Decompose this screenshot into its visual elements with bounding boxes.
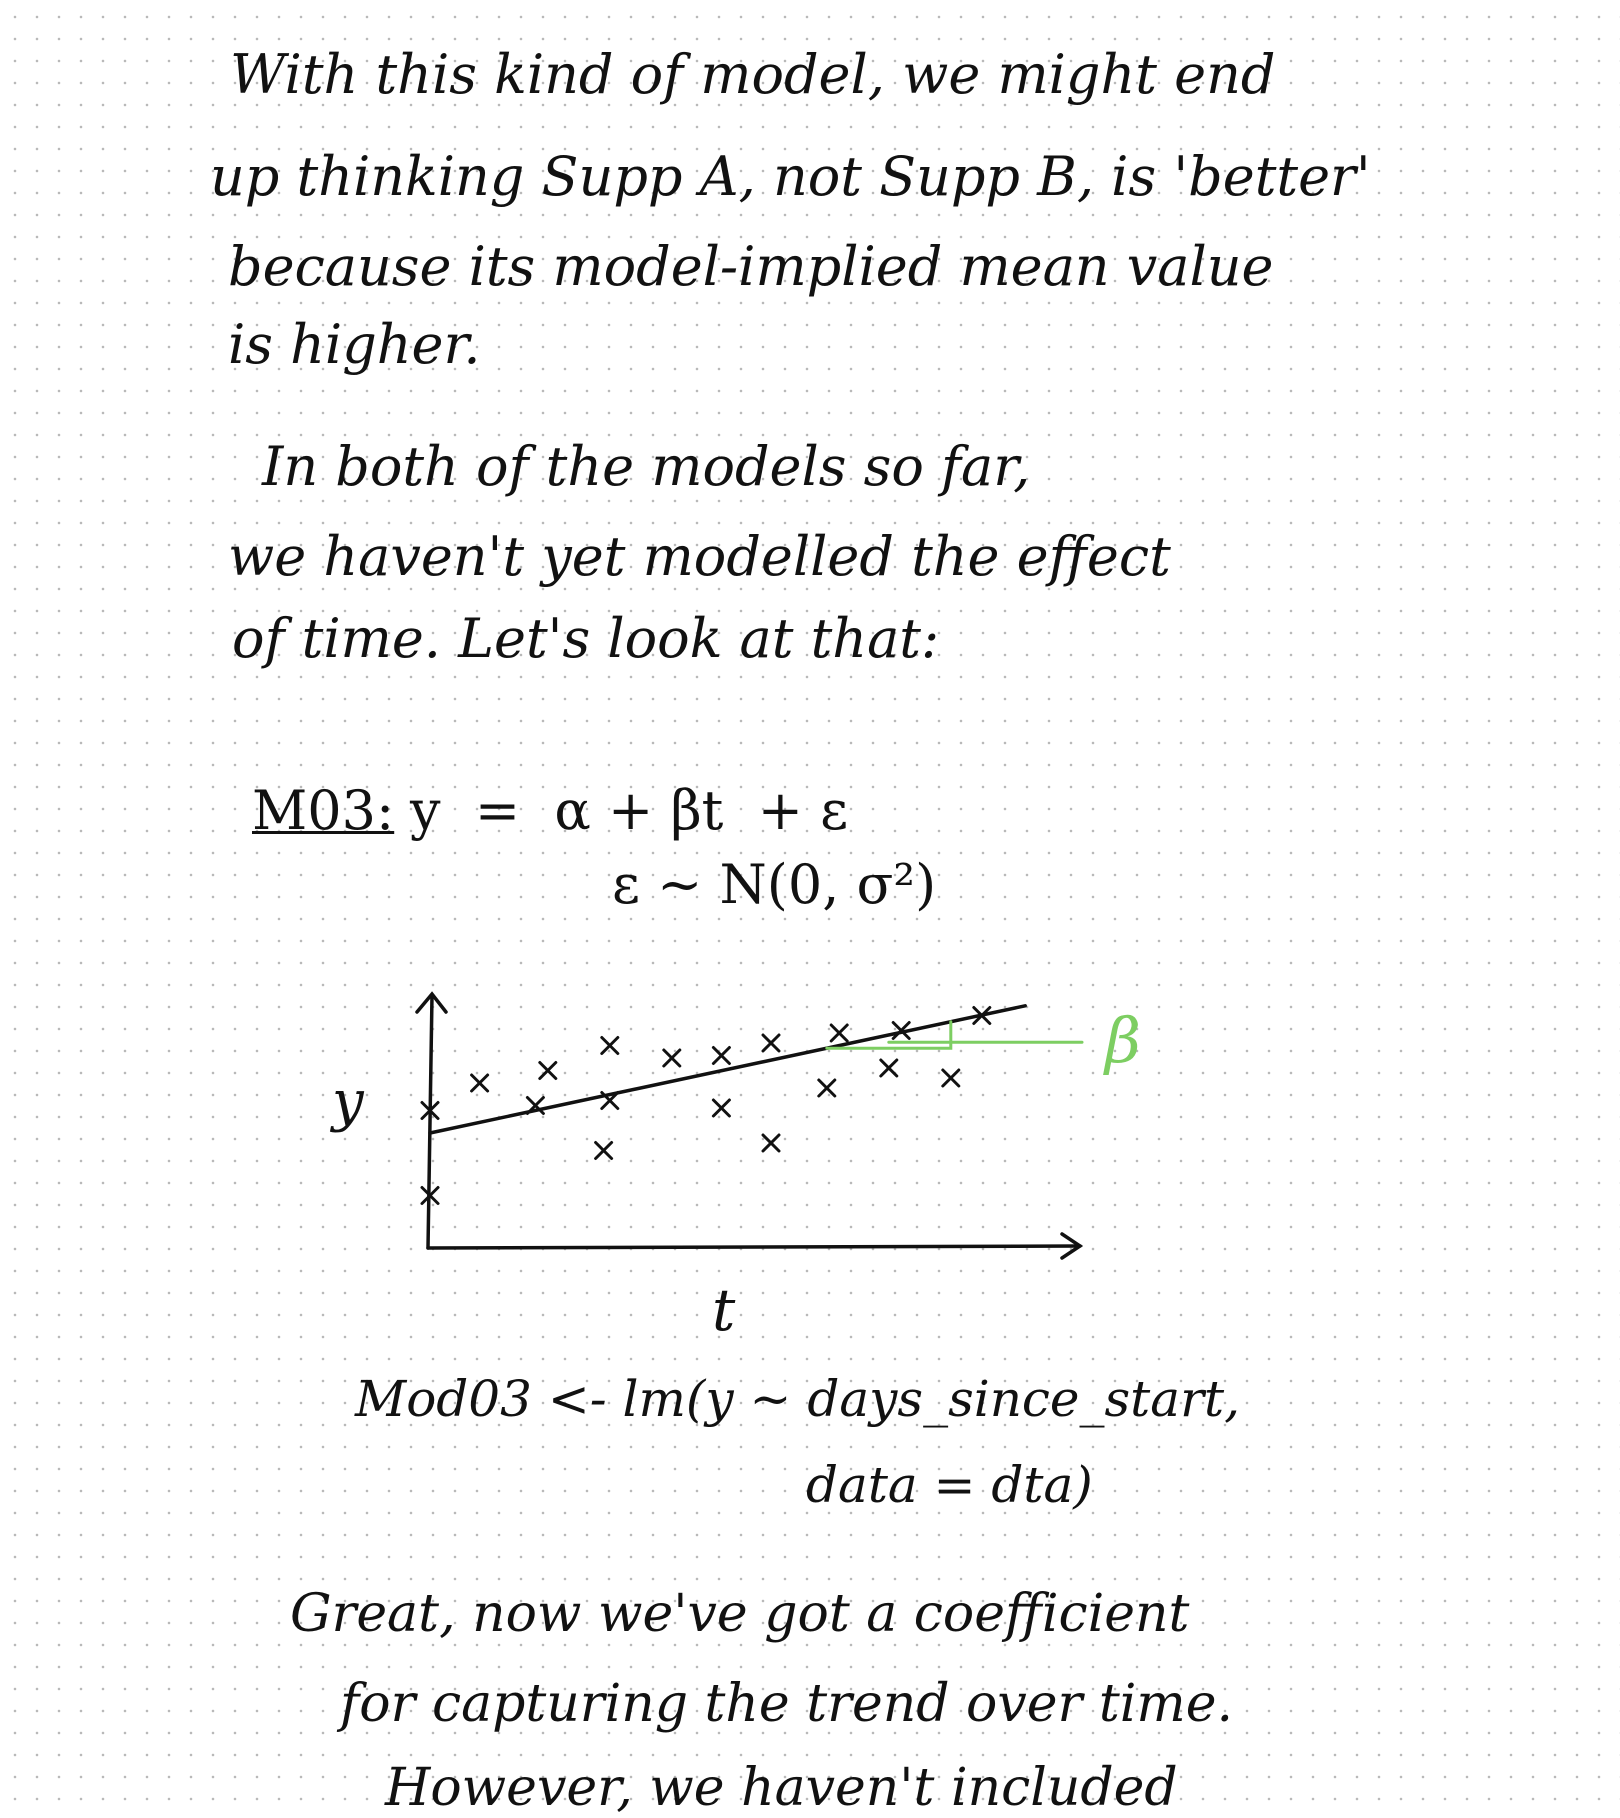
paragraph-3-line-3: However, we haven't included	[385, 1758, 1178, 1818]
data-point-9	[664, 1050, 680, 1066]
data-point-5	[540, 1063, 556, 1079]
beta-label: β	[1105, 1004, 1141, 1077]
paragraph-1-line-3: because its model-implied mean value	[228, 235, 1274, 298]
data-point-13	[763, 1035, 779, 1051]
data-point-7	[596, 1143, 612, 1159]
data-point-12	[763, 1135, 779, 1151]
x-axis	[428, 1246, 1080, 1248]
data-point-14	[819, 1080, 835, 1096]
code-line-2: data = dta)	[806, 1456, 1093, 1514]
data-point-16	[881, 1060, 897, 1076]
model-equation: y = α + βt + ε	[410, 779, 849, 842]
data-point-11	[713, 1100, 729, 1116]
model-label: M03:	[252, 779, 395, 842]
y-axis	[428, 996, 432, 1248]
paragraph-1-line-2: up thinking Supp A, not Supp B, is 'better'	[210, 145, 1371, 208]
data-point-8	[602, 1038, 618, 1054]
data-point-3	[472, 1075, 488, 1091]
paragraph-2-line-2: we haven't yet modelled the effect	[228, 525, 1171, 588]
x-axis-label: t	[712, 1276, 736, 1344]
paragraph-3-line-1: Great, now we've got a coefficient	[290, 1584, 1190, 1644]
data-point-18	[943, 1070, 959, 1086]
paragraph-2-line-3: of time. Let's look at that:	[232, 607, 940, 670]
y-axis-label: y	[332, 1069, 364, 1134]
paragraph-1-line-4: is higher.	[228, 313, 481, 376]
code-line-1: Mod03 <- lm(y ~ days_since_start,	[355, 1370, 1240, 1428]
error-term: ε ~ N(0, σ²)	[612, 853, 937, 916]
paragraph-1-line-1: With this kind of model, we might end	[230, 43, 1276, 106]
data-point-15	[831, 1025, 847, 1041]
paragraph-2-line-1: In both of the models so far,	[262, 435, 1031, 498]
paragraph-3-line-2: for capturing the trend over time.	[340, 1674, 1234, 1734]
data-point-10	[713, 1048, 729, 1064]
